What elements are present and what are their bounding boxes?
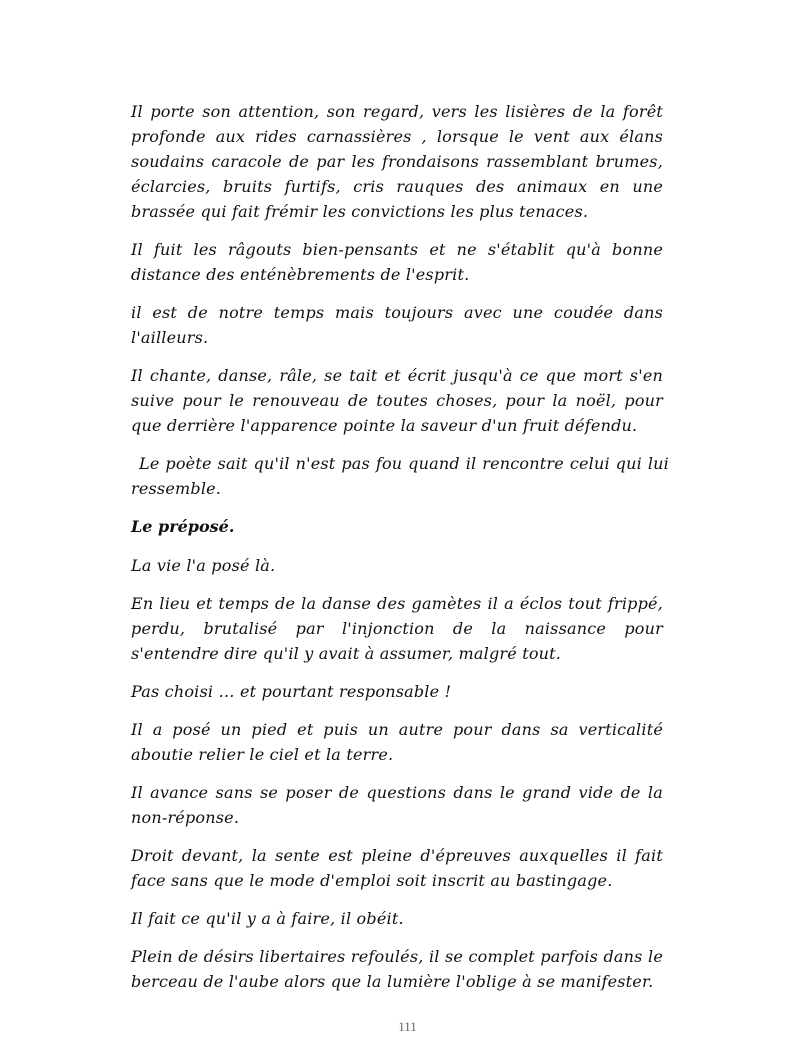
paragraph: En lieu et temps de la danse des gamètes il a éclos tout frippé, perdu, brutalisé par l'injonction de la naissance pour s'entendre dire qu'il y avait à assumer, malgré tout. (131, 594, 663, 663)
paragraph: Plein de désirs libertaires refoulés, il se complet parfois dans le berceau de l'aube alors que la lumière l'oblige à se manifester. (131, 947, 663, 991)
paragraph: Il chante, danse, râle, se tait et écrit jusqu'à ce que mort s'en suive pour le renouveau de toutes choses, pour la noël, pour que derrière l'apparence pointe la saveur d'un fruit défendu. (131, 366, 663, 435)
page-number: 111 (398, 1019, 417, 1034)
section-title: Le préposé. (131, 517, 235, 536)
paragraph: Pas choisi … et pourtant responsable ! (131, 682, 452, 701)
paragraph: Il a posé un pied et puis un autre pour dans sa verticalité aboutie relier le ciel et la terre. (131, 720, 663, 764)
paragraph: Droit devant, la sente est pleine d'épreuves auxquelles il fait face sans que le mode d'emploi soit inscrit au bastingage. (131, 846, 663, 890)
paragraph: Il fuit les râgouts bien-pensants et ne s'établit qu'à bonne distance des enténèbrements de l'esprit. (131, 240, 663, 284)
paragraph: Il porte son attention, son regard, vers les lisières de la forêt profonde aux rides carnassières , lorsque le vent aux élans soudains caracole de par les frondaisons rassemblant brumes, éclarcies, bruits furtifs, cris rauques des animaux en une brassée qui fait frémir les convictions les plus tenaces. (131, 102, 663, 221)
paragraph: Il avance sans se poser de questions dans le grand vide de la non-réponse. (131, 783, 663, 827)
paragraph: Il fait ce qu'il y a à faire, il obéit. (131, 909, 404, 928)
paragraph: Le poète sait qu'il n'est pas fou quand il rencontre celui qui lui ressemble. (131, 454, 669, 498)
paragraph: La vie l'a posé là. (131, 556, 276, 575)
page-body (131, 99, 669, 1007)
paragraph: il est de notre temps mais toujours avec une coudée dans l'ailleurs. (131, 303, 663, 347)
